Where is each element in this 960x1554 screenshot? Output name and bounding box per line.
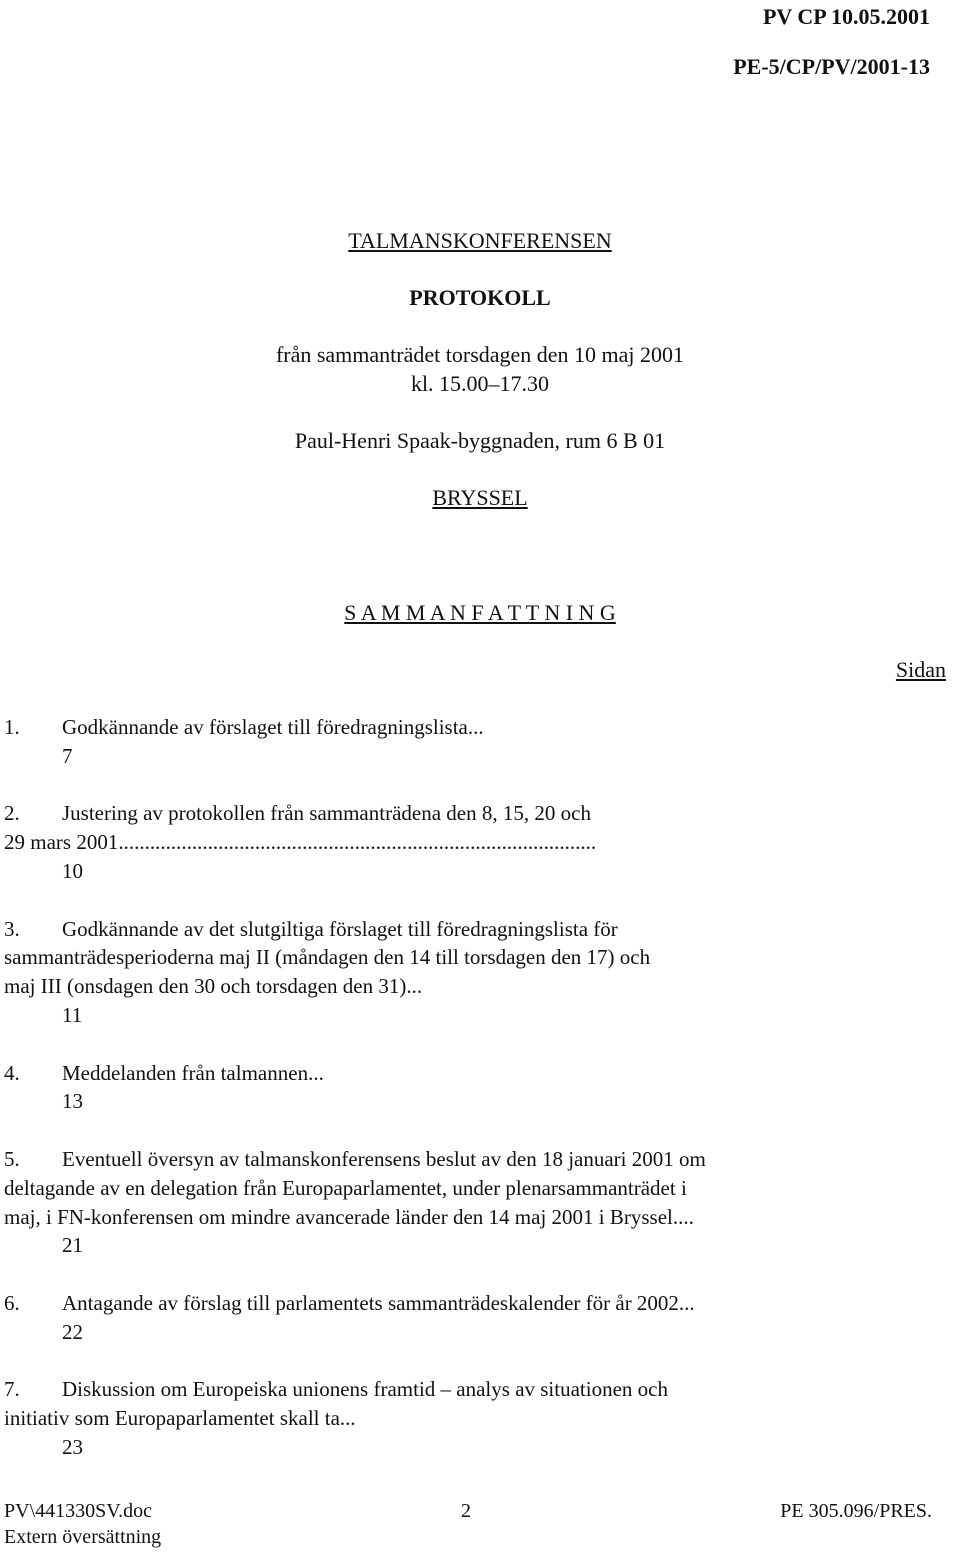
toc-page-5: 21	[62, 1233, 83, 1258]
toc-item-6: 6. Antagande av förslag till parlamentets sammanträdeskalender för år 2002...	[4, 1290, 695, 1315]
footer-page-number: 2	[461, 1500, 471, 1522]
toc-item-5: 5. Eventuell översyn av talmanskonferensens beslut av den 18 januari 2001 om	[4, 1146, 706, 1171]
org-title: TALMANSKONFERENSEN	[348, 228, 612, 253]
toc-page-2: 10	[62, 858, 83, 883]
header-doc-date: PV CP 10.05.2001	[762, 4, 930, 29]
toc-page-7: 23	[62, 1434, 83, 1459]
meeting-date: från sammanträdet torsdagen den 10 maj 2001	[275, 342, 685, 367]
toc-item-7-cont: initiativ som Europaparlamentet skall ta...	[4, 1406, 356, 1431]
toc-item-7: 7. Diskussion om Europeiska unionens framtid – analys av situationen och	[4, 1377, 668, 1402]
meeting-city: BRYSSEL	[432, 485, 528, 510]
footer-file-name: PV\441330SV.doc	[4, 1500, 152, 1522]
meeting-location: Paul-Henri Spaak-byggnaden, rum 6 B 01	[294, 428, 666, 453]
meeting-time: kl. 15.00–17.30	[410, 371, 550, 396]
toc-item-3-cont-2: maj III (onsdagen den 30 och torsdagen den 31)...	[4, 974, 423, 999]
toc-page-3: 11	[62, 1002, 83, 1027]
header-doc-ref: PE-5/CP/PV/2001-13	[733, 54, 930, 79]
toc-item-5-cont-1: deltagande av en delegation från Europaparlamentet, under plenarsammanträdet i	[4, 1175, 687, 1200]
footer-translation-note: Extern översättning	[4, 1526, 162, 1548]
toc-item-5-cont-2: maj, i FN-konferensen om mindre avancerade länder den 14 maj 2001 i Bryssel....	[4, 1204, 694, 1229]
summary-heading: S A M M A N F A T T N I N G	[344, 600, 616, 625]
toc-item-1: 1. Godkännande av förslaget till föredragningslista...	[4, 715, 484, 739]
table-of-contents	[4, 713, 956, 1462]
toc-item-2: 2. Justering av protokollen från sammanträdena den 8, 15, 20 och	[4, 801, 591, 826]
doc-type: PROTOKOLL	[409, 285, 551, 310]
toc-page-1: 7	[62, 743, 73, 768]
toc-item-3: 3. Godkännande av det slutgiltiga förslaget till föredragningslista för	[4, 916, 618, 941]
footer-reference: PE 305.096/PRES.	[780, 1500, 932, 1522]
toc-item-4: 4. Meddelanden från talmannen...	[4, 1060, 324, 1085]
toc-page-4: 13	[62, 1089, 83, 1114]
page-column-label: Sidan	[895, 657, 946, 682]
toc-item-2-cont: 29 mars 2001...........................................................................................	[4, 830, 597, 855]
toc-item-3-cont-1: sammanträdesperioderna maj II (måndagen den 14 till torsdagen den 17) och	[4, 945, 651, 970]
toc-page-6: 22	[62, 1319, 83, 1344]
